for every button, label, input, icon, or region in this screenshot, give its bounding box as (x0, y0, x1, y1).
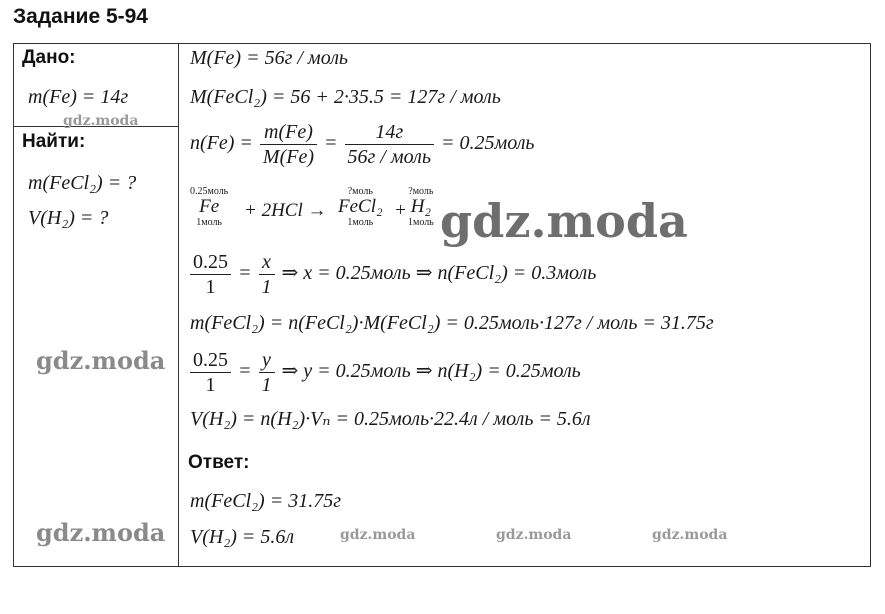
proportion-y-result: ⇒ y = 0.25моль ⇒ n(H₂) = 0.25моль (281, 360, 581, 383)
reactant-hcl: + 2HCl → (244, 200, 327, 221)
given-mass-fe: m(Fe) = 14г (28, 86, 129, 108)
plus-sign: + (394, 200, 407, 221)
fraction-denominator: 1 (205, 276, 216, 298)
task-title: Задание 5-94 (13, 5, 148, 28)
fe-amount-given: 0.25моль (190, 186, 229, 197)
fraction-right (259, 250, 275, 299)
given-heading: Дано: (22, 47, 76, 68)
fraction-left (190, 348, 231, 397)
mass-fecl2-calc: m(FeCl₂) = n(FeCl₂)·M(FeCl₂) = 0.25моль·127г / моль = 31.75г (190, 312, 714, 334)
answer-heading: Ответ: (188, 452, 250, 473)
find-heading: Найти: (22, 131, 86, 152)
fe-coefficient: 1моль (196, 217, 222, 228)
reactant-fe (190, 186, 228, 228)
h2-coefficient: 1моль (408, 217, 434, 228)
moles-fe-line: n(Fe) = $\frac{m(Fe)}{M(Fe)}$ = $\frac{14г}{\text{56г / моль}}$ = 0.25моль (190, 121, 535, 168)
watermark: gdz.moda (340, 527, 416, 543)
find-mass-fecl2: m(FeCl₂) = ? (28, 172, 137, 194)
fraction-mass-over-molar (260, 120, 317, 169)
watermark: gdz.moda (63, 113, 139, 129)
fraction-denominator: 56г / моль (347, 146, 431, 168)
moles-fe-result: = 0.25моль (440, 132, 535, 155)
fraction-values (345, 120, 434, 169)
volume-h2-calc: V(H₂) = n(H₂)·Vₙ = 0.25моль·22.4л / моль = 5.6л (190, 408, 591, 430)
watermark: gdz.moda (496, 527, 572, 543)
fraction-numerator: m(Fe) (260, 120, 317, 145)
fecl2-coefficient: 1моль (347, 217, 374, 228)
equals-sign: = (238, 262, 252, 285)
h2-formula: H₂ (410, 196, 432, 217)
product-fecl2 (338, 186, 383, 228)
molar-mass-fecl2: M(FeCl₂) = 56 + 2·35.5 = 127г / моль (190, 86, 501, 108)
fraction-left (190, 250, 231, 299)
answer-volume-h2: V(H₂) = 5.6л (190, 526, 295, 548)
fraction-denominator: M(Fe) (262, 146, 314, 168)
fraction-numerator: x (259, 250, 275, 275)
fraction-denominator: 1 (261, 276, 272, 298)
fraction-numerator: 0.25 (190, 250, 231, 275)
fraction-numerator: 0.25 (190, 348, 231, 373)
equals-sign: = (238, 360, 252, 383)
fraction-denominator: 1 (261, 374, 272, 396)
watermark: gdz.moda (36, 518, 166, 547)
column-divider (178, 43, 179, 567)
fe-formula: Fe (199, 196, 220, 217)
molar-mass-fe: M(Fe) = 56г / моль (190, 47, 349, 69)
fraction-numerator: y (259, 348, 275, 373)
watermark: gdz.moda (440, 194, 688, 248)
watermark: gdz.moda (652, 527, 728, 543)
answer-mass-fecl2: m(FeCl₂) = 31.75г (190, 490, 342, 512)
find-volume-h2: V(H₂) = ? (28, 207, 109, 229)
h2-amount-unknown: ?моль (408, 186, 434, 197)
fraction-denominator: 1 (205, 374, 216, 396)
fraction-right (259, 348, 275, 397)
fraction-numerator: 14г (345, 120, 434, 145)
fecl2-amount-unknown: ?моль (347, 186, 373, 197)
fecl2-formula: FeCl₂ (338, 196, 383, 217)
proportion-x-result: ⇒ x = 0.25моль ⇒ n(FeCl₂) = 0.3моль (281, 262, 597, 285)
watermark: gdz.moda (36, 346, 166, 375)
moles-fe-label: n(Fe) = (190, 132, 253, 155)
product-h2 (408, 186, 434, 228)
proportion-x-line (188, 250, 596, 299)
proportion-y-line (188, 348, 581, 397)
